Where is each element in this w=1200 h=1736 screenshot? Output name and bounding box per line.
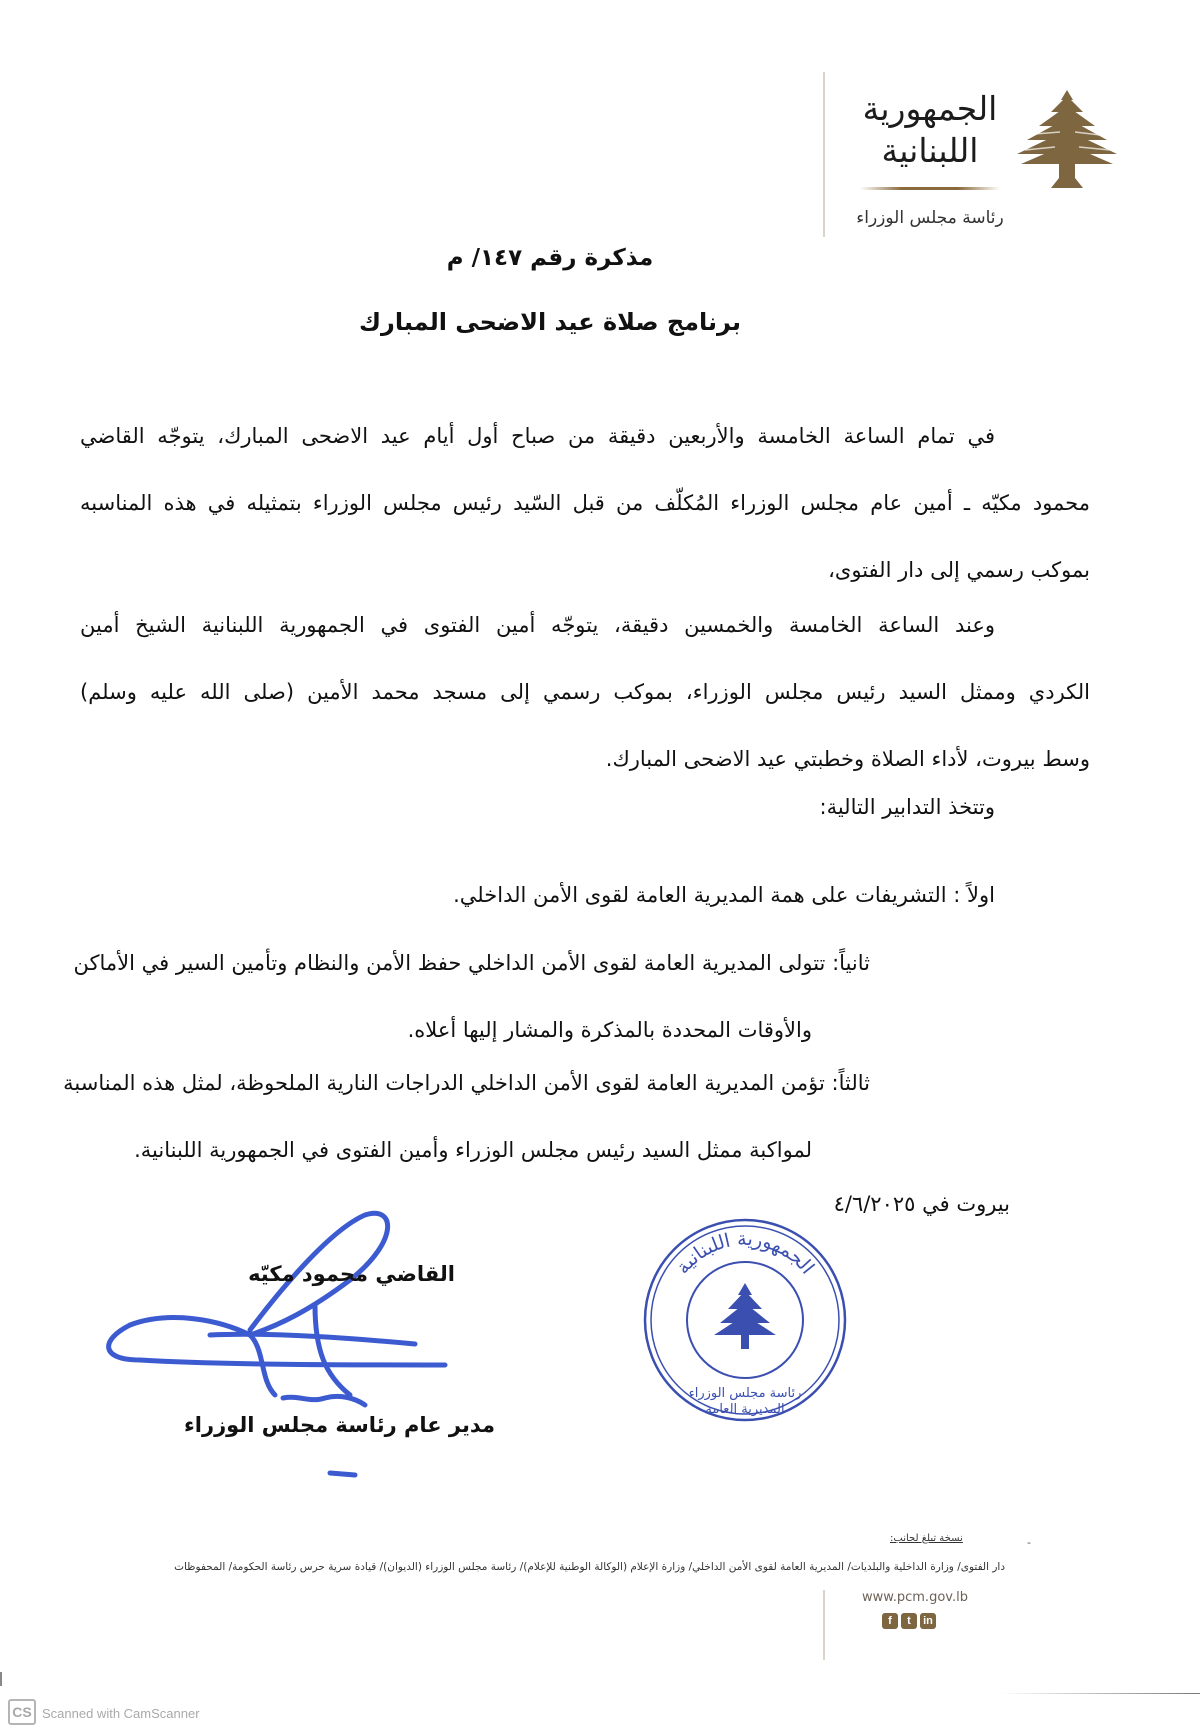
measure-label: ثالثاً: <box>831 1071 870 1095</box>
stamp-inner-text-2: المديرية العامة <box>705 1402 785 1417</box>
brand-rule <box>860 187 1000 190</box>
camscanner-logo-icon: CS <box>8 1699 36 1725</box>
brand-title <box>855 88 1005 172</box>
paragraph-line: وعند الساعة الخامسة والخمسين دقيقة، يتوجّه أمين الفتوى في الجمهورية اللبنانية الشيخ أمين <box>80 613 995 637</box>
distribution-dash: - <box>1027 1536 1031 1549</box>
twitter-icon[interactable]: t <box>901 1613 917 1629</box>
brand-title-line2: اللبنانية <box>881 131 979 170</box>
official-stamp <box>640 1215 850 1425</box>
signatory-name: القاضي محمود مكيّه <box>248 1262 455 1286</box>
measure-text: لمواكبة ممثل السيد رئيس مجلس الوزراء وأمين الفتوى في الجمهورية اللبنانية. <box>134 1138 812 1162</box>
distribution-label: نسخة تبلغ لجانب: <box>890 1533 963 1544</box>
footer-divider <box>823 1590 825 1660</box>
measure-label: اولاً : <box>953 883 995 907</box>
facebook-icon[interactable]: f <box>882 1613 898 1629</box>
distribution-recipients: دار الفتوى/ وزارة الداخلية والبلديات/ المديرية العامة لقوى الأمن الداخلي/ وزارة الإعلام (الوكالة الوطنية للإعلام)/ رئاسة مجلس الوزراء (الديوان)/ قيادة سرية حرس رئاسة الحكومة/ المحفوظات <box>174 1561 1005 1573</box>
measure-text: تؤمن المديرية العامة لقوى الأمن الداخلي الدراجات النارية الملحوظة، لمثل هذه المناسبة <box>63 1071 825 1095</box>
measure-line <box>63 1050 995 1117</box>
stamp-inner-text-1: رئاسة مجلس الوزراء <box>688 1386 802 1401</box>
paragraph-line: الكردي وممثل السيد رئيس مجلس الوزراء، بموكب رسمي إلى مسجد محمد الأمين (صلى الله عليه وسلم) <box>80 680 1090 704</box>
measure-line <box>73 930 995 997</box>
measure-label: ثانياً: <box>832 951 870 975</box>
measure-item-1 <box>453 862 995 929</box>
paragraph-line: بموكب رسمي إلى دار الفتوى، <box>828 558 1090 582</box>
page-edge-mark <box>0 1672 2 1686</box>
paragraph-line: وسط بيروت، لأداء الصلاة وخطبتي عيد الاضحى المبارك. <box>605 747 1090 771</box>
measure-text: التشريفات على همة المديرية العامة لقوى الأمن الداخلي. <box>453 883 947 907</box>
linkedin-icon[interactable]: in <box>920 1613 936 1629</box>
measure-text: والأوقات المحددة بالمذكرة والمشار إليها أعلاه. <box>407 1018 812 1042</box>
measure-item-2 <box>73 930 995 1064</box>
camscanner-watermark: Scanned with CamScanner <box>42 1706 200 1721</box>
paragraph-1 <box>80 403 1090 604</box>
brand-title-line1: الجمهورية <box>862 89 998 128</box>
stamp-cedar-icon <box>714 1283 776 1349</box>
memo-number: مذكرة رقم ١٤٧/ م <box>446 245 654 271</box>
memo-title: برنامج صلاة عيد الاضحى المبارك <box>359 308 741 336</box>
measure-item-3 <box>63 1050 995 1184</box>
date-line: بيروت في ٤/٦/٢٠٢٥ <box>833 1192 1010 1216</box>
paragraph-line: في تمام الساعة الخامسة والأربعين دقيقة من صباح أول أيام عيد الاضحى المبارك، يتوجّه القاضي <box>80 424 995 448</box>
paragraph-2 <box>80 592 1090 793</box>
paragraph-line: محمود مكيّه ـ أمين عام مجلس الوزراء المُكلّف من قبل السّيد رئيس مجلس الوزراء بتمثيله في هذه المناسبه <box>80 491 1090 515</box>
header-divider <box>823 72 825 237</box>
brand-subtitle: رئاسة مجلس الوزراء <box>856 208 1004 228</box>
measures-intro: وتتخذ التدابير التالية: <box>819 795 995 819</box>
measure-text: تتولى المديرية العامة لقوى الأمن الداخلي حفظ الأمن والنظام وتأمين السير في الأماكن <box>73 951 826 975</box>
bottom-rule <box>1000 1693 1200 1694</box>
social-links <box>882 1613 936 1629</box>
stamp-outer-text: الجمهورية اللبنانية <box>671 1227 819 1279</box>
signatory-title: مدير عام رئاسة مجلس الوزراء <box>184 1413 495 1437</box>
signature <box>100 1210 500 1500</box>
cedar-tree-icon <box>1015 88 1120 190</box>
website-link[interactable]: www.pcm.gov.lb <box>862 1590 968 1605</box>
